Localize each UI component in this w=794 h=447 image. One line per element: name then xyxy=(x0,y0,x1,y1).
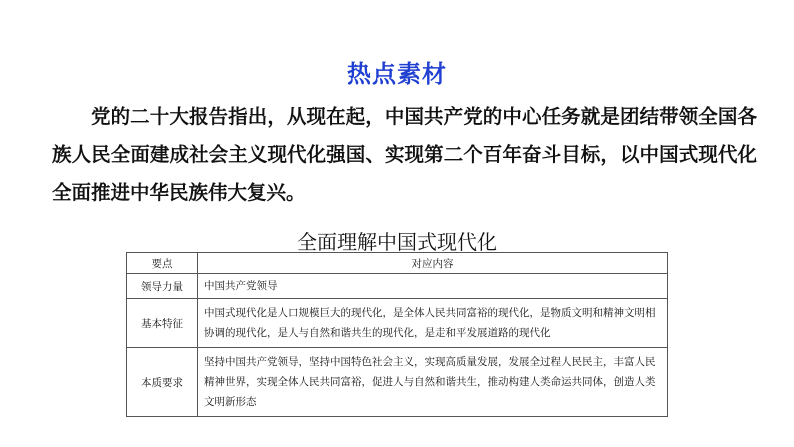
row-value: 坚持中国共产党领导，坚持中国特色社会主义，实现高质量发展，发展全过程人民民主，丰富人民精神世界，实现全体人民共同富裕，促进人与自然和谐共生，推动构建人类命运共同体，创造人类文明新形态 xyxy=(198,348,668,417)
table-row xyxy=(127,274,668,299)
intro-paragraph: 党的二十大报告指出，从现在起，中国共产党的中心任务就是团结带领全国各族人民全面建成社会主义现代化强国、实现第二个百年奋斗目标，以中国式现代化全面推进中华民族伟大复兴。 xyxy=(52,105,757,204)
section-heading: 热点素材 xyxy=(347,60,447,88)
row-key: 基本特征 xyxy=(127,299,198,348)
row-key: 领导力量 xyxy=(127,274,198,299)
row-key: 本质要求 xyxy=(127,348,198,417)
table-row xyxy=(127,348,668,417)
row-value: 中国式现代化是人口规模巨大的现代化，是全体人民共同富裕的现代化，是物质文明和精神文明相协调的现代化，是人与自然和谐共生的现代化，是走和平发展道路的现代化 xyxy=(198,299,668,348)
header-value: 对应内容 xyxy=(198,253,668,274)
row-value: 中国共产党领导 xyxy=(198,274,668,299)
table-row xyxy=(127,299,668,348)
header-key: 要点 xyxy=(127,253,198,274)
table-header-row xyxy=(127,253,668,274)
table-title: 全面理解中国式现代化 xyxy=(297,230,497,254)
content-table xyxy=(126,252,668,417)
